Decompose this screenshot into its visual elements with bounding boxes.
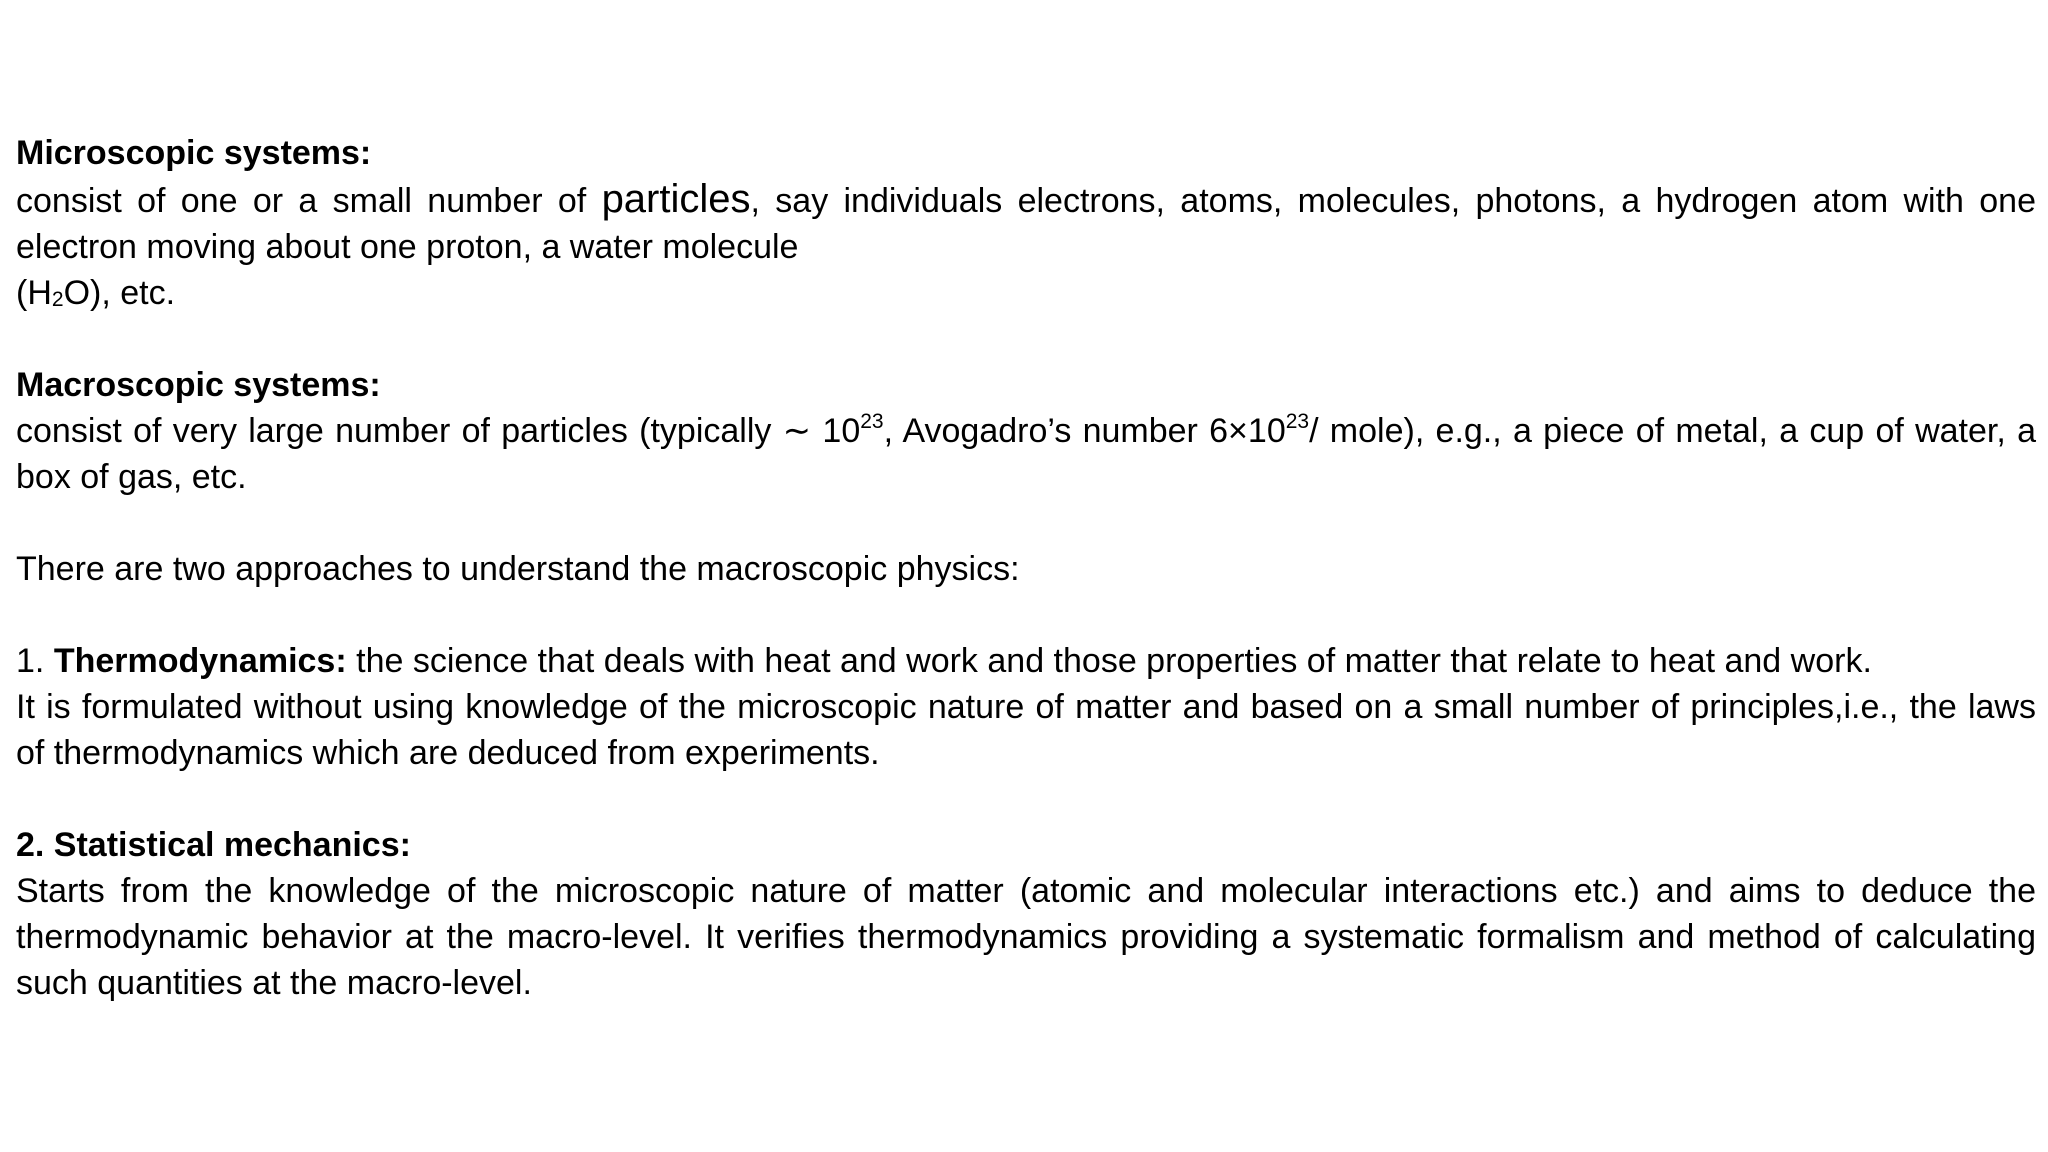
statistical-section xyxy=(16,822,2036,1006)
microscopic-text-a: consist of one or a small number of xyxy=(16,182,602,220)
microscopic-heading: Microscopic systems: xyxy=(16,134,372,172)
thermo-number: 1. xyxy=(16,642,54,680)
macroscopic-text-b: , Avogadro’s number 6×10 xyxy=(883,412,1286,450)
microscopic-description xyxy=(16,176,2036,270)
statistical-description: Starts from the knowledge of the microscopic nature of matter (atomic and molecular interactions etc.) and aims to deduce the thermodynamic behavior at the macro-level. It verifies thermodynamics providing a systematic formalism and method of calculating such quantities at the macro-level. xyxy=(16,872,2036,1002)
approaches-section xyxy=(16,546,2036,592)
thermodynamics-detail: It is formulated without using knowledge of the microscopic nature of matter and based on a small number of principles,i.e., the laws of thermodynamics which are deduced from experiments. xyxy=(16,688,2036,772)
macroscopic-text-a: consist of very large number of particles (typically ∼ 10 xyxy=(16,412,861,450)
microscopic-section xyxy=(16,130,2036,316)
particles-word: particles xyxy=(601,177,751,221)
formula-open: (H xyxy=(16,274,52,312)
formula-subscript: 2 xyxy=(51,288,64,311)
exponent-1: 23 xyxy=(860,410,884,433)
water-formula-line xyxy=(16,270,2036,316)
macroscopic-description xyxy=(16,408,2036,500)
macroscopic-text-c: / mole), e.g., a piece of metal, a cup of water, a box of gas, etc. xyxy=(16,412,2036,496)
macroscopic-heading: Macroscopic systems: xyxy=(16,366,381,404)
formula-close: O), etc. xyxy=(63,274,176,312)
thermodynamics-section xyxy=(16,638,2036,776)
microscopic-text-b: , say individuals electrons, atoms, molecules, photons, a hydrogen atom with one electron moving about one proton, a water molecule xyxy=(16,182,2036,266)
statistical-heading: 2. Statistical mechanics: xyxy=(16,826,411,864)
thermodynamics-definition-line xyxy=(16,638,2036,684)
thermodynamics-term: Thermodynamics: xyxy=(53,642,347,680)
slide-content xyxy=(16,130,2036,1052)
thermodynamics-definition: the science that deals with heat and work and those properties of matter that relate to heat and work. xyxy=(346,642,1872,680)
macroscopic-section xyxy=(16,362,2036,500)
exponent-2: 23 xyxy=(1285,410,1310,433)
approaches-intro: There are two approaches to understand the macroscopic physics: xyxy=(16,550,1020,588)
